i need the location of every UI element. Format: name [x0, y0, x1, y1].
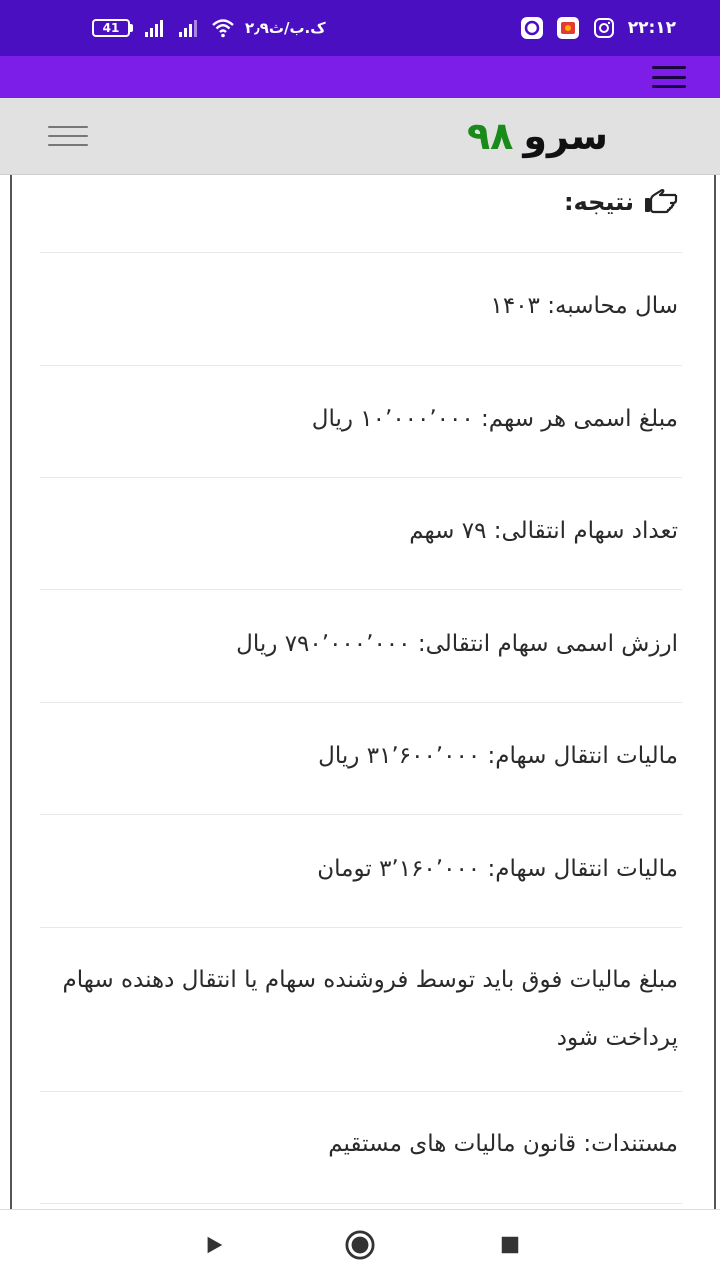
- divider: [40, 477, 682, 478]
- status-left-group: [92, 0, 326, 56]
- site-logo[interactable]: [467, 112, 608, 160]
- result-heading: [564, 185, 678, 219]
- signal-icon: [143, 16, 167, 40]
- network-speed: ۲٫۹ک.ب/ث: [245, 19, 326, 37]
- status-right-group: [520, 0, 676, 56]
- result-row-year: سال محاسبه: ۱۴۰۳: [490, 293, 678, 319]
- result-row-references: مستندات: قانون مالیات های مستقیم: [328, 1131, 678, 1157]
- site-menu-button[interactable]: [48, 126, 88, 146]
- divider: [40, 252, 682, 253]
- divider: [40, 365, 682, 366]
- status-bar: [0, 0, 720, 56]
- home-circle-icon: [345, 1229, 375, 1261]
- site-header: [0, 98, 720, 175]
- system-nav-bar: [0, 1209, 720, 1280]
- result-title: نتیجه:: [563, 188, 634, 216]
- signal-icon-2: [177, 16, 201, 40]
- app-bar: [0, 56, 720, 98]
- divider: [40, 1203, 682, 1204]
- battery-icon: [92, 19, 133, 37]
- divider: [40, 927, 682, 928]
- divider: [40, 814, 682, 815]
- result-row-payer-note: مبلغ مالیات فوق باید توسط فروشنده سهام یا انتقال دهنده سهام پرداخت شود: [62, 967, 678, 1051]
- browser-app-icon: [520, 16, 544, 40]
- divider: [40, 589, 682, 590]
- logo-number: ۹۸: [466, 114, 514, 158]
- result-panel: [10, 175, 716, 1209]
- notification-app-icon: [556, 16, 580, 40]
- home-button[interactable]: [345, 1230, 375, 1260]
- app-menu-button[interactable]: [652, 66, 686, 88]
- result-row-nominal-per-share: مبلغ اسمی هر سهم: ۱۰٬۰۰۰٬۰۰۰ ریال: [311, 406, 678, 432]
- instagram-icon: [592, 16, 616, 40]
- result-row-tax-rial: مالیات انتقال سهام: ۳۱٬۶۰۰٬۰۰۰ ریال: [318, 743, 678, 769]
- wifi-icon: [211, 16, 235, 40]
- result-row-share-count: تعداد سهام انتقالی: ۷۹ سهم: [409, 518, 678, 544]
- back-triangle-icon: [203, 1234, 225, 1256]
- divider: [40, 702, 682, 703]
- battery-level: 41: [92, 19, 130, 37]
- recents-button[interactable]: [495, 1230, 525, 1260]
- pointing-hand-icon: [644, 189, 678, 215]
- back-button[interactable]: [199, 1230, 229, 1260]
- result-row-tax-toman: مالیات انتقال سهام: ۳٬۱۶۰٬۰۰۰ تومان: [317, 856, 678, 882]
- logo-word: سرو: [523, 114, 608, 158]
- divider: [40, 1091, 682, 1092]
- recents-square-icon: [499, 1234, 521, 1256]
- status-time: ۲۲:۱۲: [627, 18, 676, 38]
- result-row-nominal-total: ارزش اسمی سهام انتقالی: ۷۹۰٬۰۰۰٬۰۰۰ ریال: [236, 631, 678, 657]
